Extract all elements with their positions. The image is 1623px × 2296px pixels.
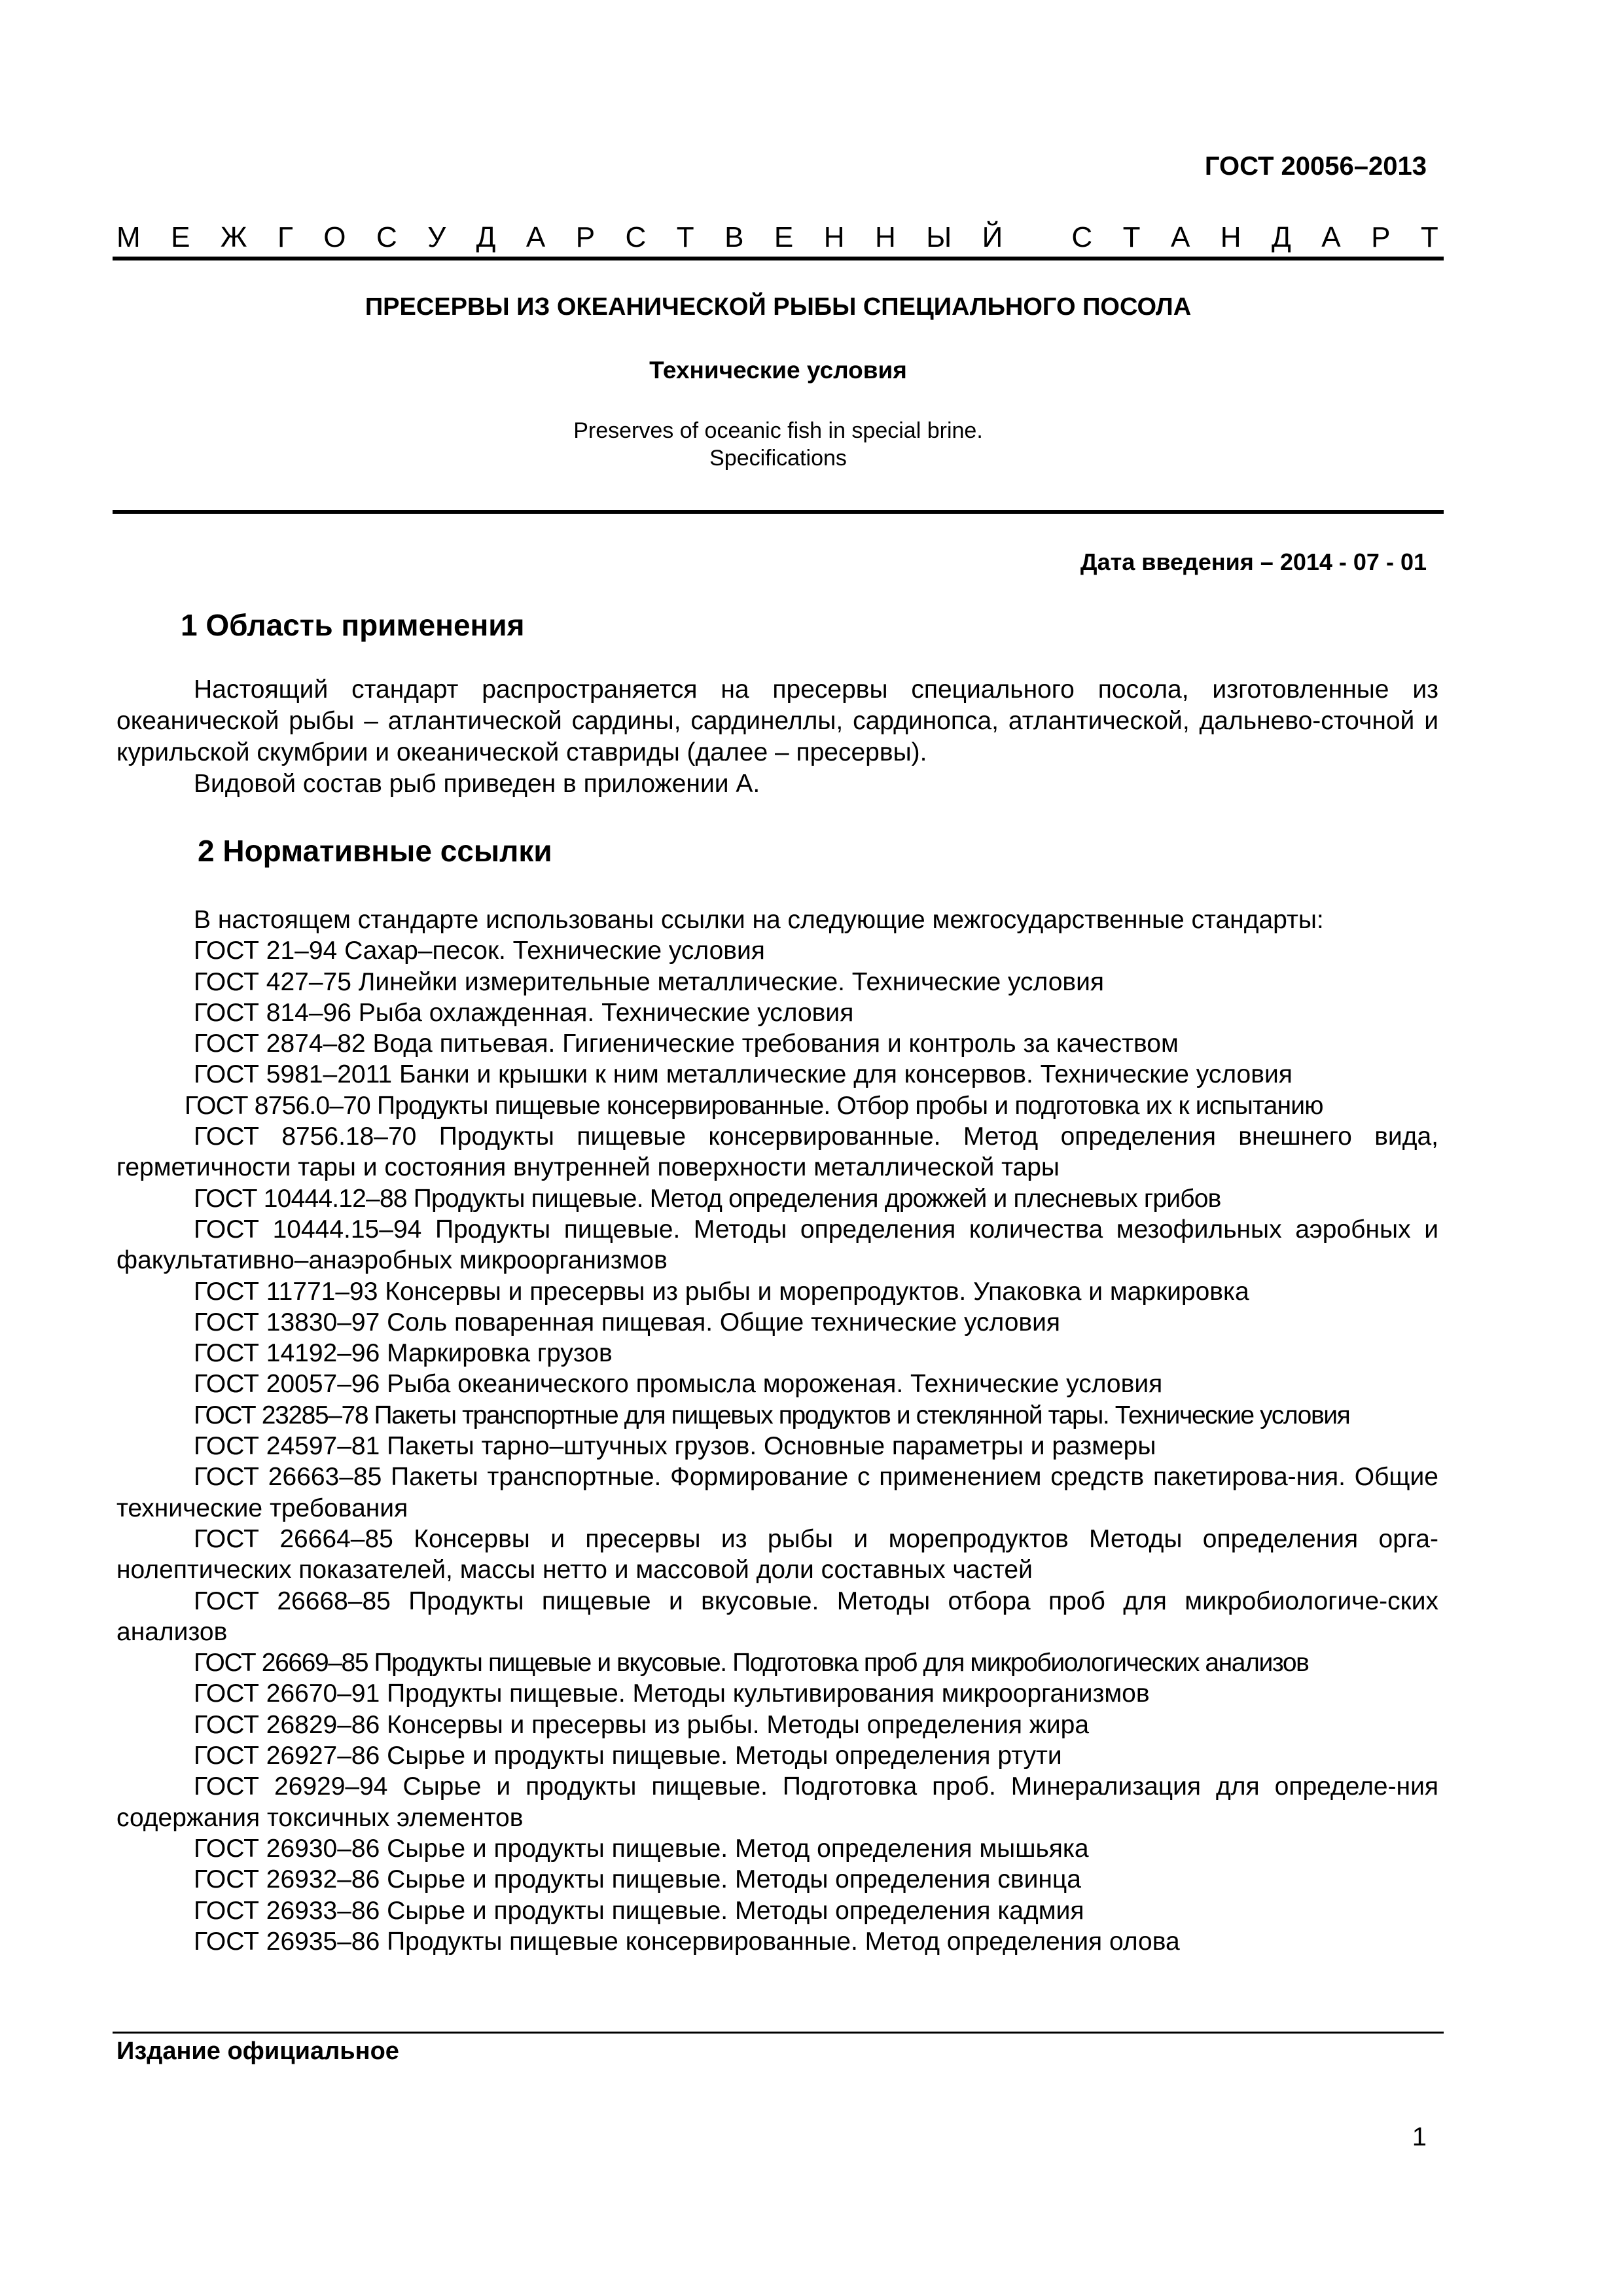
english-title-line-1: Preserves of oceanic fish in special brine.	[573, 418, 983, 443]
reference-item: ГОСТ 5981–2011 Банки и крышки к ним металлические для консервов. Технические условия	[194, 1060, 1293, 1089]
reference-item: ГОСТ 24597–81 Пакеты тарно–штучных грузов. Основные параметры и размеры	[194, 1432, 1156, 1461]
banner-letter: Р	[1371, 221, 1391, 253]
banner-letter: Р	[575, 221, 596, 253]
banner-letter: Т	[1420, 221, 1438, 253]
banner-letter: А	[1321, 221, 1341, 253]
reference-item: ГОСТ 2874–82 Вода питьевая. Гигиенические требования и контроль за качеством	[194, 1030, 1179, 1058]
section-2-heading: 2 Нормативные ссылки	[198, 834, 552, 868]
references-intro: В настоящем стандарте использованы ссылки на следующие межгосударственные стандарты:	[194, 906, 1324, 934]
reference-item: ГОСТ 23285–78 Пакеты транспортные для пищевых продуктов и стеклянной тары. Технические условия	[194, 1401, 1350, 1429]
document-title: ПРЕСЕРВЫ ИЗ ОКЕАНИЧЕСКОЙ РЫБЫ СПЕЦИАЛЬНОГО ПОСОЛА	[365, 293, 1192, 321]
banner-letter: Г	[277, 221, 293, 253]
reference-item: ГОСТ 427–75 Линейки измерительные металлические. Технические условия	[194, 967, 1105, 996]
reference-item: ГОСТ 26933–86 Сырье и продукты пищевые. Методы определения кадмия	[194, 1896, 1084, 1925]
banner-letter: Д	[1271, 221, 1291, 253]
reference-item: ГОСТ 13830–97 Соль поваренная пищевая. Общие технические условия	[194, 1308, 1061, 1336]
reference-item: ГОСТ 10444.15–94 Продукты пищевые. Методы определения количества мезофильных аэробных и факультативно–анаэробных микроорганизмов	[116, 1215, 1438, 1275]
reference-item: ГОСТ 8756.0–70 Продукты пищевые консервированные. Отбор пробы и подготовка их к испытанию	[185, 1091, 1323, 1120]
english-title-line-2: Specifications	[709, 446, 847, 471]
banner-rule	[113, 257, 1444, 260]
banner-letter: Д	[476, 221, 496, 253]
reference-item: ГОСТ 26929–94 Сырье и продукты пищевые. Подготовка проб. Минерализация для определе-ния содержания токсичных элементов	[116, 1772, 1438, 1832]
reference-item: ГОСТ 14192–96 Маркировка грузов	[194, 1339, 613, 1368]
banner-letter: Ж	[220, 221, 247, 253]
section-1-heading: 1 Область применения	[181, 608, 525, 642]
reference-item: ГОСТ 26932–86 Сырье и продукты пищевые. Методы определения свинца	[194, 1865, 1081, 1894]
reference-item: ГОСТ 11771–93 Консервы и пресервы из рыбы и морепродуктов. Упаковка и маркировка	[194, 1277, 1249, 1306]
english-title	[113, 417, 1444, 472]
banner-letter: Н	[874, 221, 896, 253]
reference-item: ГОСТ 814–96 Рыба охлажденная. Технические условия	[194, 998, 854, 1027]
reference-item: ГОСТ 26670–91 Продукты пищевые. Методы культивирования микроорганизмов	[194, 1679, 1150, 1708]
scope-paragraph: Настоящий стандарт распространяется на пресервы специального посола, изготовленные из океанической рыбы – атлантической сардины, сардинеллы, сардинопса, атлантической, дальнево-сточной и курильской скумбрии и океанической ставриды (далее – пресервы).	[116, 675, 1438, 766]
banner-letter: Н	[823, 221, 845, 253]
page-number: 1	[1412, 2123, 1427, 2151]
banner-letter: С	[625, 221, 647, 253]
document-subtitle: Технические условия	[649, 357, 907, 384]
banner-letter: А	[1170, 221, 1190, 253]
interstate-standard-banner	[116, 218, 1438, 257]
normative-references	[116, 905, 1438, 1957]
banner-letter: В	[724, 221, 744, 253]
reference-item: ГОСТ 26935–86 Продукты пищевые консервированные. Метод определения олова	[194, 1927, 1180, 1956]
reference-item: ГОСТ 26663–85 Пакеты транспортные. Формирование с применением средств пакетирова-ния. Общие технические требования	[116, 1463, 1438, 1522]
official-edition-label: Издание официальное	[116, 2037, 399, 2065]
reference-item: ГОСТ 10444.12–88 Продукты пищевые. Метод определения дрожжей и плесневых грибов	[194, 1184, 1221, 1213]
section-1-body	[116, 674, 1438, 800]
reference-item: ГОСТ 26664–85 Консервы и пресервы из рыбы и морепродуктов Методы определения орга-нолептических показателей, массы нетто и массовой доли составных частей	[116, 1524, 1438, 1585]
reference-item: ГОСТ 21–94 Сахар–песок. Технические условия	[194, 937, 765, 965]
banner-letter: Ы	[926, 221, 952, 253]
banner-letter: Н	[1220, 221, 1241, 253]
reference-item: ГОСТ 26829–86 Консервы и пресервы из рыбы. Методы определения жира	[194, 1710, 1090, 1739]
banner-gap	[1033, 218, 1041, 257]
banner-letter: У	[427, 221, 446, 253]
species-note: Видовой состав рыб приведен в приложении А.	[194, 770, 760, 798]
footer-rule	[113, 2032, 1444, 2034]
reference-item: ГОСТ 26668–85 Продукты пищевые и вкусовые. Методы отбора проб для микробиологиче-ских анализов	[116, 1587, 1438, 1646]
banner-letter: М	[116, 221, 141, 253]
reference-item: ГОСТ 26669–85 Продукты пищевые и вкусовые. Подготовка проб для микробиологических анализов	[194, 1649, 1309, 1677]
reference-item: ГОСТ 26930–86 Сырье и продукты пищевые. Метод определения мышьяка	[194, 1834, 1089, 1863]
banner-letter: Й	[982, 221, 1003, 253]
banner-letter: Т	[1122, 221, 1141, 253]
document-id: ГОСТ 20056–2013	[1204, 152, 1427, 181]
banner-letter: С	[1071, 221, 1093, 253]
banner-letter: А	[526, 221, 546, 253]
banner-letter: С	[376, 221, 397, 253]
title-rule	[113, 510, 1444, 514]
reference-item: ГОСТ 8756.18–70 Продукты пищевые консервированные. Метод определения внешнего вида, герметичности тары и состояния внутренней поверхности металлической тары	[116, 1122, 1438, 1182]
banner-letter: Т	[676, 221, 694, 253]
reference-item: ГОСТ 26927–86 Сырье и продукты пищевые. Методы определения ртути	[194, 1742, 1062, 1770]
banner-letter: Е	[171, 221, 190, 253]
banner-letter: Е	[774, 221, 794, 253]
banner-letter: О	[323, 221, 346, 253]
introduction-date: Дата введения – 2014 - 07 - 01	[1080, 548, 1427, 575]
reference-item: ГОСТ 20057–96 Рыба океанического промысла мороженая. Технические условия	[194, 1370, 1163, 1399]
